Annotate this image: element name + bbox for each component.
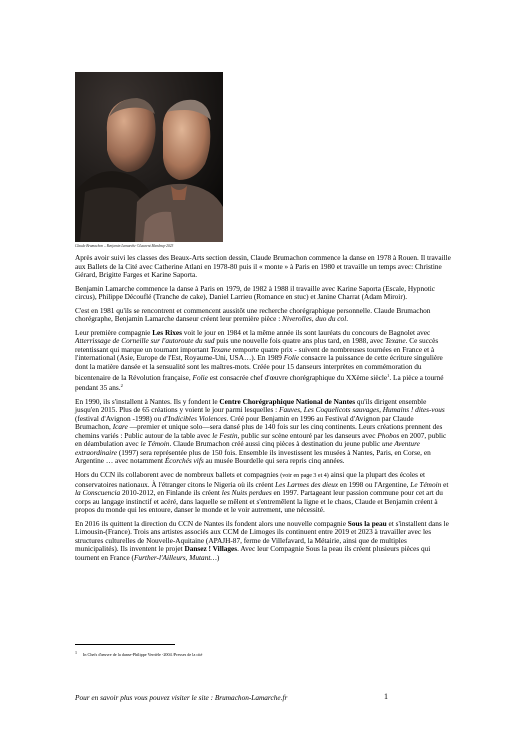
text-run: qu'ils dirigent ensemble jusqu'en 2015. Plus de 65 créations y voient le jour parmi lesquelles : — [75, 396, 427, 415]
text-run: le Témoin — [140, 439, 170, 449]
text-run: C'est en 1981 qu'ils se rencontrent et commencent aussitôt une recherche chorégraphique personnelle. Claude Brumachon chorégraphe, Benjamin Lamarche danseur créent leur première pièce : — [75, 305, 431, 324]
text-run: Folie — [192, 372, 208, 382]
body-text — [75, 254, 451, 568]
text-run: Après avoir suivi les classes des Beaux-Arts section dessin, Claude Brumachon commence la danse en 1978 à Rouen. Il travaille aux Ballets de la Cité avec Catherine Atlani en 1978-80 puis il « monte » à Paris en 1980 et travaille un temps avec: Christine Gérard, Brigitte Farges et Karine Saporta. — [75, 253, 451, 280]
text-run: en 1997. Partageant leur passion commune pour cet art du corps au langage instinctif et acéré, dans laquelle se mêlent et s'entremêlent la ligne et le chaos, Claude et Benjamin créent à propos du monde qui les entoure, danser le monde et le voir autrement, une nécessité. — [75, 488, 443, 515]
text-run: au musée Bourdelle qui sera repris cinq années. — [203, 456, 345, 466]
text-run: Benjamin Lamarche commence la danse à Paris en 1979, de 1982 à 1988 il travaille avec Karine Saporta (Escale, Hypnotic circus), Philippe Découflé (Tranche de cake), Daniel Larrieu (Romance en stuc) et Janine Charrat (Adam Miroir). — [75, 283, 436, 302]
text-run: Folie — [283, 353, 300, 363]
text-run: Les Rixes — [152, 327, 182, 337]
text-run: Fauves, Les Coquelicots sauvages, Humains ! dites-vous — [278, 405, 445, 415]
text-run: les Nuits perdues — [221, 488, 272, 498]
text-run: en 2007, public en déambulation avec — [75, 430, 447, 449]
text-run: , public sur scène entouré par les danseurs avec — [237, 430, 378, 440]
text-run: et — [441, 479, 449, 489]
website-link[interactable]: Pour en savoir plus vous pouvez visiter le site : Brumachon-Lamarche.fr — [75, 693, 288, 702]
text-run: Icare — [112, 422, 128, 432]
paragraph — [75, 520, 451, 563]
text-run: Texane — [210, 344, 231, 354]
text-run: remporte quatre prix - suivent de nombreuses tournées en France et à l'international (Asie, Europe de l'Est, Royaume-Uni, USA…). En 1989 — [75, 344, 435, 363]
text-run: Centre Chorégraphique National de Nantes — [219, 396, 356, 406]
footnote-ref: 1 — [387, 372, 390, 378]
paragraph — [75, 471, 451, 515]
page-number: 1 — [384, 692, 388, 701]
text-run: Atterrissage de Corneille sur l'autoroute du sud — [75, 336, 215, 346]
text-run: la Conscuencia — [75, 488, 121, 498]
text-run: . Claude Brumachon créé aussi cinq pièces à destination du jeune public — [169, 439, 382, 449]
text-run: . Ce succès retentissant qui marque un tournant important — [75, 336, 439, 354]
text-run: . La pièce a tourné pendant 35 ans. — [75, 372, 444, 393]
text-run: est consacrée chef d'œuvre chorégraphique du XXème siècle — [207, 372, 388, 382]
text-run: . Avec leur Compagnie Sous la peau ils créent plusieurs pièces qui tournent en France ( — [75, 544, 431, 562]
text-run: Le Témoin — [410, 479, 442, 489]
text-run: Texane — [385, 336, 406, 346]
paragraph — [75, 254, 451, 280]
text-run: d'Indicibles Violences — [162, 413, 227, 423]
footnote-divider — [75, 644, 175, 645]
text-run: ainsi que la plupart des écoles et conservatoires nationaux. À l'étranger citons le Nigeria où ils créent — [75, 470, 426, 489]
text-run: puis une nouvelle fois quatre ans plus tard, en 1988, avec — [214, 336, 386, 346]
portrait-photo-image — [75, 72, 223, 242]
footnote-text: In Chefs d'œuvre de la danse-Philippe Verrièle -2004 /Presses de la cité — [83, 652, 203, 657]
text-run: (festival d'Avignon -1998) ou — [75, 413, 163, 423]
footnote — [75, 650, 202, 657]
text-run: Dansez ! Villages — [184, 544, 238, 554]
text-run: . Créé pour Benjamin en 1996 au Festival d'Avignon par Claude Brumachon, — [75, 413, 414, 432]
text-run: Further-l'Ailleurs, Mutant… — [133, 552, 217, 562]
text-run: Les Larmes des dieux — [275, 479, 339, 489]
footnote-number: 1 — [75, 650, 77, 655]
paragraph — [75, 307, 451, 324]
text-run: —premier et unique solo—sera dansé plus de 140 fois sur les cinq continents. Leurs créations prennent des chemins variés : Public autour de la table avec — [75, 422, 443, 440]
text-run: une Aventure extraordinaire — [75, 439, 420, 457]
text-run: consacre la puissance de cette écriture singulière dont la matière dansée et la sensualité sont les maîtres-mots. Créée pour 15 danseurs interprètes en commémoration du bicentenaire de la Révolution française, — [75, 353, 443, 382]
text-run: le Festin — [212, 430, 238, 440]
portrait-photo — [75, 72, 223, 242]
photo-caption: Claude Brumachon – Benjamin Lamarche ©Laurent Mandrup-2023 — [75, 244, 174, 248]
paragraph — [75, 329, 451, 393]
text-run: (1997) sera représentée plus de 150 fois. Ensemble ils investissent les musées à Nantes, Paris, en Corse, en Argentine … avec notamment — [75, 447, 431, 466]
paragraph — [75, 398, 451, 466]
text-run: En 2016 ils quittent la direction du CCN de Nantes ils fondent alors une nouvelle compagnie — [75, 518, 348, 528]
text-run: (voir en page 3 et 4) — [280, 473, 329, 480]
text-run: Leur première compagnie — [75, 327, 153, 337]
text-run: . — [346, 314, 349, 324]
text-run: en 1998 ou l'Argentine, — [338, 479, 411, 489]
text-run: Écorchés vifs — [164, 456, 204, 466]
text-run: ) — [216, 552, 220, 562]
paragraph — [75, 285, 451, 302]
footnote-ref: 2 — [120, 383, 123, 389]
text-run: En 1990, ils s'installent à Nantes. Ils y fondent le — [75, 396, 220, 406]
text-run: et s'installent dans le Limousin-(France). Trois ans artistes associés aux CCM de Limoges ils continuent entre 2019 et 2023 à travailler avec les structures culturelles de Nouvelle-Aquitaine (APAJH-87, ferme de Villefavard, la Métairie, ainsi que de multiples municipalités). Ils inventent le projet — [75, 518, 449, 554]
text-run: voit le jour en 1984 et la même année ils sont lauréats du concours de Bagnolet avec — [181, 327, 431, 337]
text-run: 2010-2012, en Finlande ils créent — [120, 488, 222, 498]
text-run: Niverolles, duo du col — [282, 314, 347, 324]
text-run: Hors du CCN ils collaborent avec de nombreux ballets et compagnies — [75, 470, 281, 480]
text-run: Phobos — [377, 430, 400, 440]
text-run: Sous la peau — [347, 518, 387, 528]
